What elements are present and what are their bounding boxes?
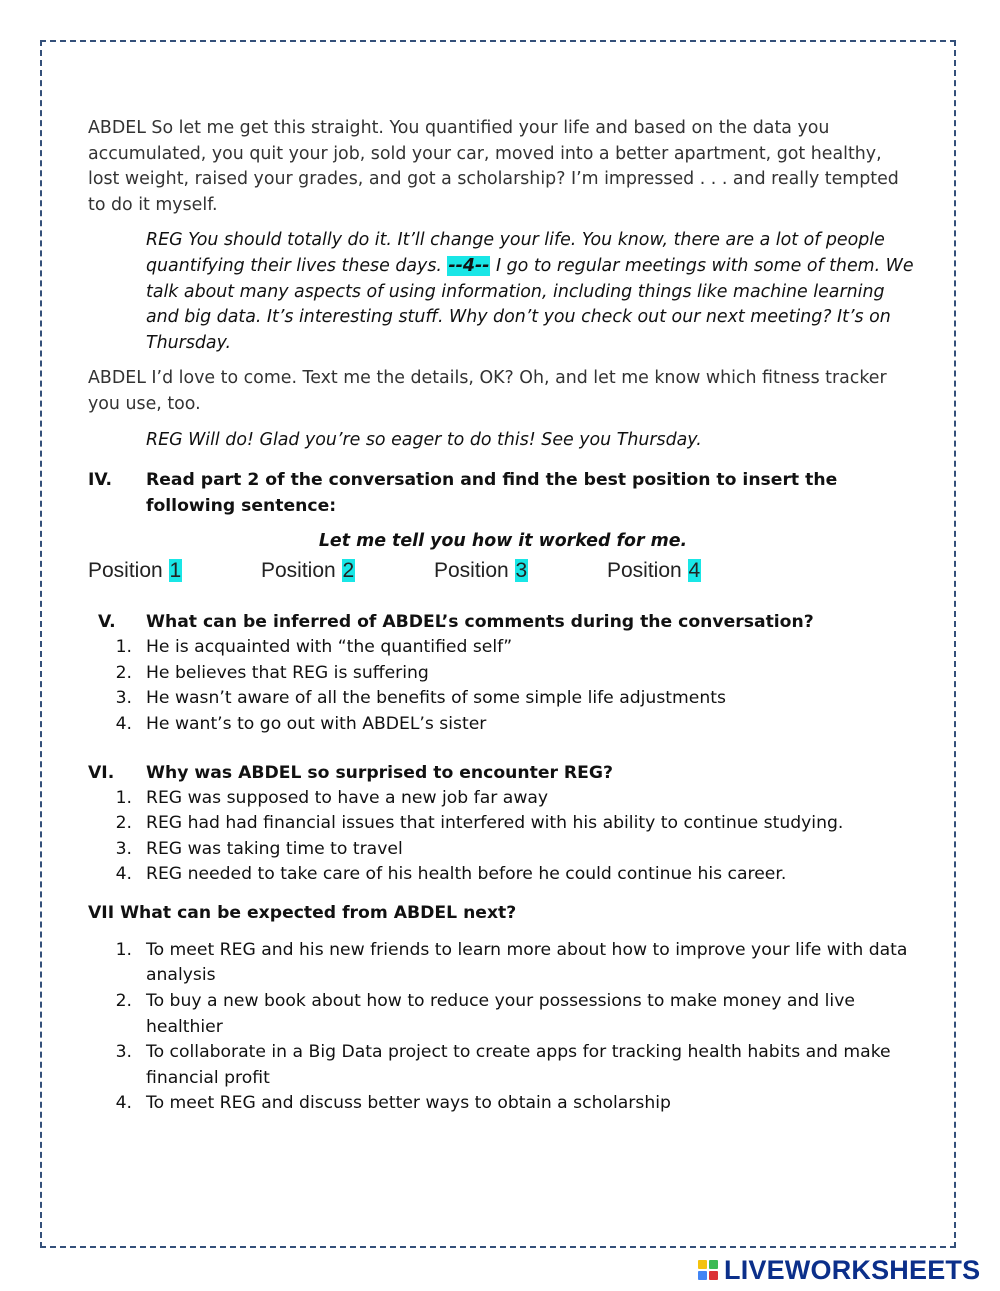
reg-line-1-text-b: I go to regular meetings with some of them. We talk about many aspects of using information, including things like machine learning and big data. It’s interesting stuff. Why don’t you check out our next meeting? It’s on Thursday. bbox=[146, 255, 914, 353]
position-option-2-number: 2 bbox=[342, 559, 355, 583]
question-5-option-1[interactable]: 1. He is acquainted with “the quantified self” bbox=[115, 637, 513, 658]
logo-block-red bbox=[709, 1271, 718, 1280]
logo-block-green bbox=[709, 1260, 718, 1269]
question-5-option-3[interactable]: 3. He wasn’t aware of all the benefits of some simple life adjustments bbox=[115, 688, 726, 709]
logo-block-yellow bbox=[698, 1260, 707, 1269]
question-6-option-2[interactable]: 2. REG had had financial issues that interfered with his ability to continue studying. bbox=[115, 813, 844, 834]
reg-line-2: REG Will do! Glad you’re so eager to do this! See you Thursday. bbox=[146, 429, 702, 450]
question-5-options bbox=[88, 635, 918, 737]
reg-line-1-text-a: REG You should totally do it. It’ll change your life. You know, there are a lot of people quantifying their lives these days. bbox=[146, 230, 885, 276]
question-5-heading bbox=[98, 609, 918, 635]
logo-blocks-icon bbox=[698, 1260, 718, 1280]
question-5-text: What can be inferred of ABDEL’s comments during the conversation? bbox=[146, 612, 814, 633]
position-marker-4: --4-- bbox=[448, 255, 490, 276]
question-6-text: Why was ABDEL so surprised to encounter REG? bbox=[146, 762, 613, 783]
logo-text: LIVEWORKSHEETS bbox=[724, 1254, 981, 1285]
question-7-option-3[interactable]: 3. To collaborate in a Big Data project to create apps for tracking health habits and make financial profit bbox=[115, 1042, 891, 1088]
worksheet-content bbox=[88, 116, 918, 1117]
reg-line-1 bbox=[146, 228, 918, 356]
question-6-number: VI. bbox=[88, 762, 115, 783]
question-6-heading bbox=[88, 760, 918, 786]
position-option-1[interactable]: Position 1 bbox=[88, 559, 182, 583]
question-6-options bbox=[88, 786, 918, 888]
position-option-4[interactable]: Position 4 bbox=[607, 559, 701, 583]
position-option-3[interactable]: Position 3 bbox=[434, 559, 528, 583]
sentence-to-insert: Let me tell you how it worked for me. bbox=[318, 531, 688, 552]
question-7-option-4[interactable]: 4. To meet REG and discuss better ways to obtain a scholarship bbox=[115, 1093, 671, 1114]
question-7-options bbox=[88, 938, 918, 1117]
position-option-1-number: 1 bbox=[169, 559, 182, 583]
position-option-3-number: 3 bbox=[515, 559, 528, 583]
question-4-heading bbox=[88, 467, 918, 519]
question-7-heading: VII What can be expected from ABDEL next? bbox=[88, 902, 517, 923]
question-6-option-4[interactable]: 4. REG needed to take care of his health before he could continue his career. bbox=[115, 864, 787, 885]
abdel-line-1: ABDEL So let me get this straight. You quantified your life and based on the data you accumulated, you quit your job, sold your car, moved into a better apartment, got healthy, lost weight, raised your grades, and got a scholarship? I’m impressed . . . and really tempted to do it myself. bbox=[88, 118, 899, 215]
position-option-4-number: 4 bbox=[688, 559, 701, 583]
question-5-option-2[interactable]: 2. He believes that REG is suffering bbox=[115, 662, 429, 683]
question-5-option-4[interactable]: 4. He want’s to go out with ABDEL’s sister bbox=[115, 713, 487, 734]
position-option-2[interactable]: Position 2 bbox=[261, 559, 355, 583]
abdel-line-2: ABDEL I’d love to come. Text me the details, OK? Oh, and let me know which fitness tracker you use, too. bbox=[88, 368, 887, 414]
liveworksheets-logo[interactable] bbox=[698, 1255, 980, 1285]
question-4-text: Read part 2 of the conversation and find the best position to insert the following sentence: bbox=[146, 470, 838, 517]
question-7-option-2[interactable]: 2. To buy a new book about how to reduce your possessions to make money and live healthier bbox=[115, 991, 855, 1037]
logo-block-blue bbox=[698, 1271, 707, 1280]
question-7-option-1[interactable]: 1. To meet REG and his new friends to learn more about how to improve your life with data analysis bbox=[115, 939, 908, 986]
position-options bbox=[88, 559, 918, 583]
question-6-option-3[interactable]: 3. REG was taking time to travel bbox=[115, 838, 403, 859]
question-5-number: V. bbox=[98, 612, 116, 633]
question-6-option-1[interactable]: 1. REG was supposed to have a new job far away bbox=[115, 787, 549, 808]
question-4-number: IV. bbox=[88, 470, 113, 491]
